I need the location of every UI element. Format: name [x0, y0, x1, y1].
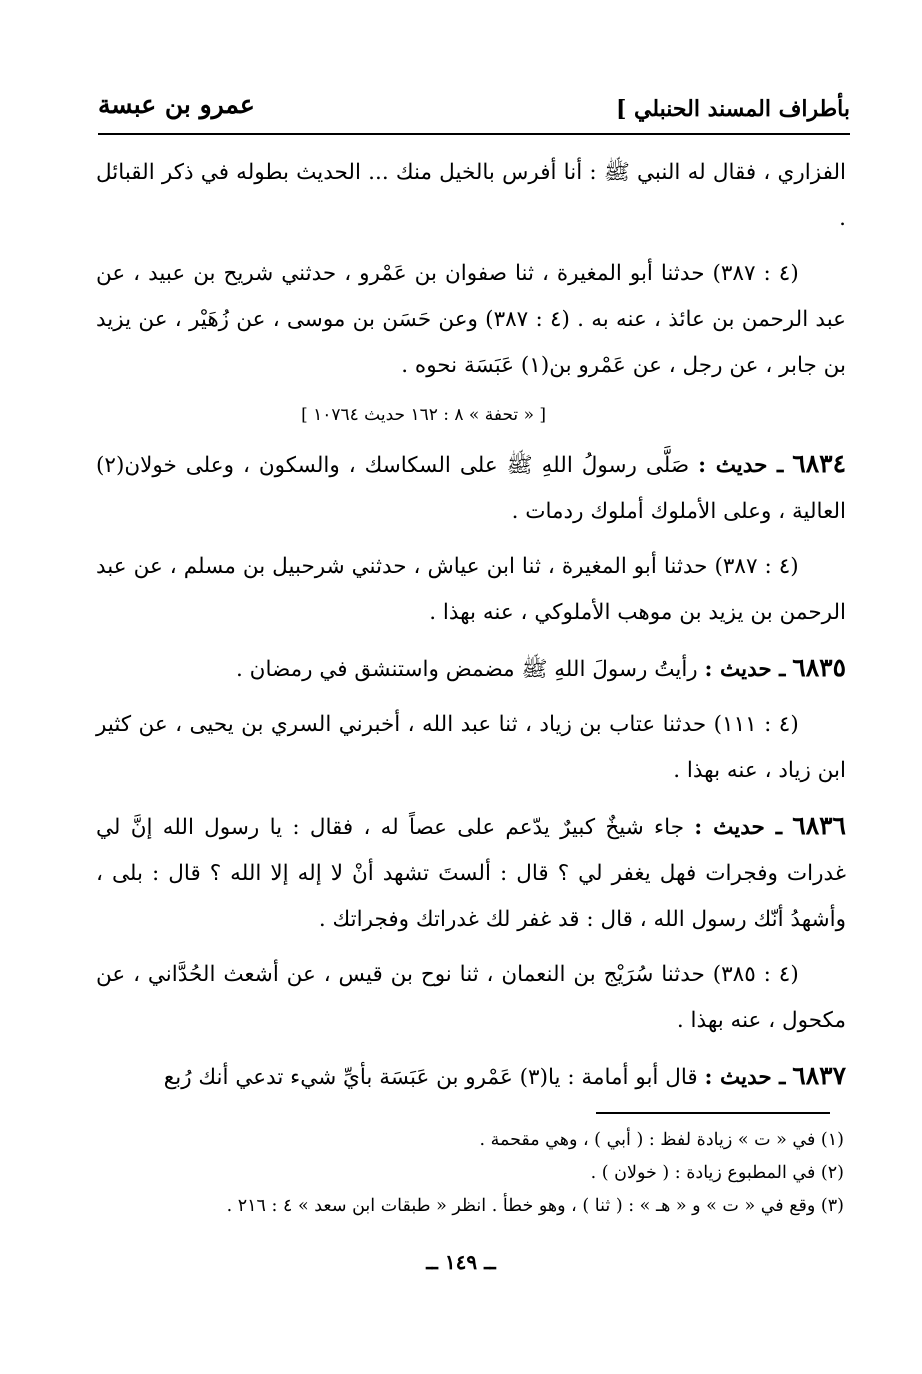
- hadith-number: ٦٨٣٥: [792, 653, 846, 682]
- hadith-label: ـ حديث :: [704, 1065, 786, 1090]
- main-text: [96, 150, 846, 1110]
- header-divider: [98, 133, 850, 135]
- hadith-paragraph: [96, 645, 846, 693]
- continuation-paragraph: الفزاري ، فقال له النبي ﷺ : أنا أفرس بالخيل منك ... الحديث بطوله في ذكر القبائل .: [96, 160, 846, 231]
- hadith-paragraph: [96, 803, 846, 943]
- hadith-text: جاء شيخٌ كبيرٌ يدّعم على عصاً له ، فقال : يا رسول الله إنَّ لي غدرات وفجرات فهل يغفر لي ؟ قال : ألستَ تشهد أنْ لا إله إلا الله ؟ قال : بلى ، وأشهدُ أنّك رسول الله ، قال : قد غفر لك غدراتك وفجراتك .: [96, 815, 846, 932]
- isnad-paragraph: (٤ : ١١١) حدثنا عتاب بن زياد ، ثنا عبد الله ، أخبرني السري بن يحيى ، عن كثير ابن زياد ، عنه بهذا .: [96, 712, 846, 783]
- hadith-number: ٦٨٣٧: [792, 1061, 846, 1090]
- hadith-paragraph: [96, 1053, 846, 1101]
- section-name: عمرو بن عبسة: [98, 90, 255, 119]
- footnote-divider: [596, 1112, 830, 1114]
- hadith-text: قال أبو أمامة : يا(٣) عَمْرو بن عَبَسَة بأيِّ شيء تدعي أنك رُبع: [163, 1065, 698, 1090]
- hadith-text: رأيتُ رسولَ اللهِ ﷺ مضمض واستنشق في رمضان .: [236, 657, 698, 682]
- running-header: [98, 90, 850, 126]
- page-number: ــ ١٤٩ ــ: [426, 1250, 496, 1274]
- footnote: (١) في « ت » زيادة لفظ : ( أبي ) ، وهي مقحمة .: [479, 1130, 844, 1150]
- footnote: (٢) في المطبوع زيادة : ( خولان ) .: [590, 1163, 844, 1183]
- isnad-paragraph: (٤ : ٣٨٥) حدثنا سُرَيْج بن النعمان ، ثنا نوح بن قيس ، عن أشعث الحُدَّاني ، عن مكحول ، عنه بهذا .: [96, 962, 846, 1033]
- book-title: بأطراف المسند الحنبلي ]: [615, 96, 850, 122]
- hadith-label: ـ حديث :: [694, 815, 782, 840]
- hadith-label: ـ حديث :: [698, 453, 784, 478]
- hadith-number: ٦٨٣٤: [792, 449, 846, 478]
- tuhfa-reference: [ « تحفة » ٨ : ١٦٢ حديث ١٠٧٦٤ ]: [301, 405, 546, 425]
- footnotes: [130, 1124, 844, 1223]
- hadith-paragraph: [96, 441, 846, 535]
- hadith-text: صَلَّى رسولُ اللهِ ﷺ على السكاسك ، والسكون ، وعلى خولان(٢) العالية ، وعلى الأملوك أملوك ردمات .: [96, 453, 846, 524]
- footnote: (٣) وقع في « ت » و « هـ » : ( ثنا ) ، وهو خطأ . انظر « طبقات ابن سعد » ٤ : ٢١٦ .: [226, 1196, 844, 1216]
- isnad-paragraph: (٤ : ٣٨٧) حدثنا أبو المغيرة ، ثنا ابن عياش ، حدثني شرحبيل بن مسلم ، عن عبد الرحمن بن يزيد بن موهب الأملوكي ، عنه بهذا .: [96, 554, 846, 625]
- hadith-number: ٦٨٣٦: [792, 811, 846, 840]
- isnad-paragraph: (٤ : ٣٨٧) حدثنا أبو المغيرة ، ثنا صفوان بن عَمْرو ، حدثني شريح بن عبيد ، عن عبد الرحمن بن عائذ ، عنه به . (٤ : ٣٨٧) وعن حَسَن بن موسى ، عن زُهَيْر ، عن يزيد بن جابر ، عن رجل ، عن عَمْرو بن(١) عَبَسَة نحوه .: [96, 261, 847, 378]
- hadith-label: ـ حديث :: [704, 657, 786, 682]
